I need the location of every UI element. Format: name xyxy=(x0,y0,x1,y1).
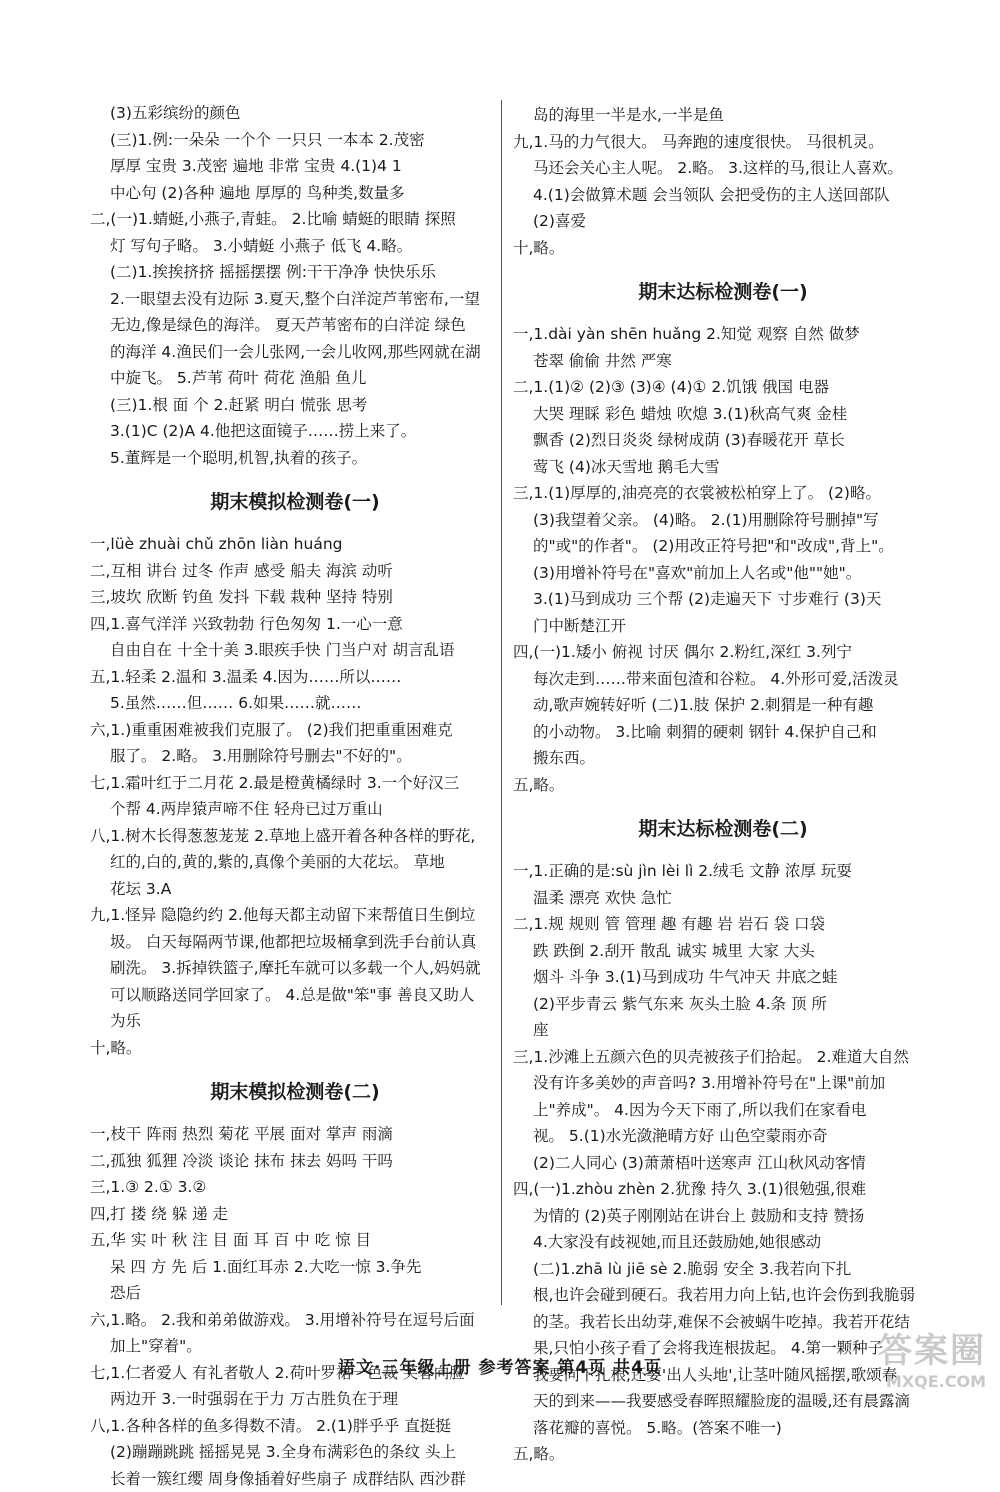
answer-line: 长着一簇红缨 周身像插着好些扇子 成群结队 西沙群 xyxy=(90,1466,500,1492)
answer-line: 厚厚 宝贵 3.茂密 遍地 非常 宝贵 4.(1)4 1 xyxy=(90,153,500,180)
answer-line: 5.董辉是一个聪明,机智,执着的孩子。 xyxy=(90,445,500,472)
answer-line: 三,1.沙滩上五颜六色的贝壳被孩子们拾起。 2.难道大自然 xyxy=(513,1044,933,1071)
answer-line: 五,略。 xyxy=(513,1441,933,1468)
answer-line: 五,略。 xyxy=(513,772,933,799)
answer-line: 的小动物。 3.比喻 刺猬的硬刺 钢针 4.保护自己和 xyxy=(513,719,933,746)
answer-line: (2)蹦蹦跳跳 摇摇晃晃 3.全身布满彩色的条纹 头上 xyxy=(90,1439,500,1466)
answer-line: 4.(1)会做算术题 会当领队 会把受伤的主人送回部队 xyxy=(513,182,933,209)
page-footer: 语文·三年级上册 参考答案 第4页 共4页 xyxy=(0,1353,1000,1378)
answer-line: 二,1.规 规则 管 管理 趣 有趣 岩 岩石 袋 口袋 xyxy=(513,911,933,938)
left-column xyxy=(90,100,500,1492)
answer-line: 马还会关心主人呢。 2.略。 3.这样的马,很让人喜欢。 xyxy=(513,155,933,182)
answer-line: (2)喜爱 xyxy=(513,208,933,235)
answer-line: (2)二人同心 (3)萧萧梧叶送寒声 江山秋风动客情 xyxy=(513,1150,933,1177)
answer-line: 二,互相 讲台 过冬 作声 感受 船夫 海滨 动听 xyxy=(90,558,500,585)
answer-line: 三,1.(1)厚厚的,油亮亮的衣裳被松柏穿上了。 (2)略。 xyxy=(513,480,933,507)
answer-line: 中旋飞。 5.芦苇 荷叶 荷花 渔船 鱼儿 xyxy=(90,365,500,392)
answer-line: 刷洗。 3.拆掉铁篮子,摩托车就可以多载一个人,妈妈就 xyxy=(90,955,500,982)
answer-line: 搬东西。 xyxy=(513,745,933,772)
answer-line: 四,1.喜气洋洋 兴致勃勃 行色匆匆 1.一心一意 xyxy=(90,611,500,638)
answer-line: 5.虽然……但…… 6.如果……就…… xyxy=(90,690,500,717)
answer-line: 呆 四 方 先 后 1.面红耳赤 2.大吃一惊 3.争先 xyxy=(90,1254,500,1281)
answer-line: 每次走到……带来面包渣和谷粒。 4.外形可爱,活泼灵 xyxy=(513,666,933,693)
answer-line: 无边,像是绿色的海洋。 夏天芦苇密布的白洋淀 绿色 xyxy=(90,312,500,339)
answer-line: 中心句 (2)各种 遍地 厚厚的 鸟种类,数量多 xyxy=(90,180,500,207)
answer-line: 为乐 xyxy=(90,1008,500,1035)
answer-line: 落花瓣的喜悦。 5.略。(答案不唯一) xyxy=(513,1415,933,1442)
answer-line: 四,打 搂 绕 躲 递 走 xyxy=(90,1201,500,1228)
answer-line: 跌 跌倒 2.刮开 散乱 诚实 城里 大家 大头 xyxy=(513,938,933,965)
answer-line: 服了。 2.略。 3.用删除符号删去"不好的"。 xyxy=(90,743,500,770)
answer-line: (3)五彩缤纷的颜色 xyxy=(90,100,500,127)
answer-line: 苍翠 偷偷 井然 严寒 xyxy=(513,348,933,375)
answer-line: 根,也许会碰到硬石。我若用力向上钻,也许会伤到我脆弱 xyxy=(513,1282,933,1309)
answer-line: 四,(一)1.矮小 俯视 讨厌 偶尔 2.粉红,深红 3.列宁 xyxy=(513,639,933,666)
answer-line: 门中断楚江开 xyxy=(513,613,933,640)
answer-line: 的茎。我若长出幼芽,难保不会被蜗牛吃掉。我若开花结 xyxy=(513,1309,933,1336)
answer-line: 温柔 漂亮 欢快 急忙 xyxy=(513,885,933,912)
answer-line: (三)1.根 面 个 2.赶紧 明白 慌张 思考 xyxy=(90,392,500,419)
answer-line: 六,1.)重重困难被我们克服了。 (2)我们把重重困难克 xyxy=(90,717,500,744)
answer-line: 两边开 3.一时强弱在于力 万古胜负在于理 xyxy=(90,1386,500,1413)
answer-line: 天的到来——我要感受春晖照耀脸庞的温暖,还有晨露滴 xyxy=(513,1388,933,1415)
answer-line: 的海洋 4.渔民们一会儿张网,一会儿收网,那些网就在湖 xyxy=(90,339,500,366)
answer-line: 大哭 理睬 彩色 蜡烛 吹熄 3.(1)秋高气爽 金桂 xyxy=(513,401,933,428)
answer-line: 上"养成"。 4.因为今天下雨了,所以我们在家看电 xyxy=(513,1097,933,1124)
answer-line: 2.一眼望去没有边际 3.夏天,整个白洋淀芦苇密布,一望 xyxy=(90,286,500,313)
answer-line: 八,1.各种各样的鱼多得数不清。 2.(1)胖乎乎 直挺挺 xyxy=(90,1413,500,1440)
answer-line: 三,1.③ 2.① 3.② xyxy=(90,1174,500,1201)
answer-line: 三,坡坎 欣断 钓鱼 发抖 下载 栽种 坚持 特别 xyxy=(90,584,500,611)
answer-line: 的"或"的作者"。 (2)用改正符号把"和"改成",背上"。 xyxy=(513,533,933,560)
section-title: 期末达标检测卷(二) xyxy=(513,816,933,842)
answer-line: 座 xyxy=(513,1017,933,1044)
answer-line: 3.(1)马到成功 三个帮 (2)走遍天下 寸步难行 (3)天 xyxy=(513,586,933,613)
answer-line: 二,孤独 狐狸 冷淡 谈论 抹布 抹去 妈吗 干吗 xyxy=(90,1148,500,1175)
answer-line: 灯 写句子略。 3.小蜻蜓 小燕子 低飞 4.略。 xyxy=(90,233,500,260)
answer-line: 4.大家没有歧视她,而且还鼓励她,她很感动 xyxy=(513,1229,933,1256)
section-title: 期末达标检测卷(一) xyxy=(513,279,933,305)
answer-line: 岛的海里一半是水,一半是鱼 xyxy=(513,102,933,129)
answer-line: (3)用增补符号在"喜欢"前加上人名或"他""她"。 xyxy=(513,560,933,587)
watermark-text: 答案圈 xyxy=(836,1330,986,1372)
answer-line: 自由自在 十全十美 3.眼疾手快 门当户对 胡言乱语 xyxy=(90,637,500,664)
answer-line: 九,1.怪异 隐隐约约 2.他每天都主动留下来帮值日生倒垃 xyxy=(90,902,500,929)
answer-line: 花坛 3.A xyxy=(90,876,500,903)
answer-line: (2)平步青云 紫气东来 灰头土脸 4.条 顶 所 xyxy=(513,991,933,1018)
answer-line: 视。 5.(1)水光潋滟晴方好 山色空蒙雨亦奇 xyxy=(513,1123,933,1150)
answer-line: 五,1.轻柔 2.温和 3.温柔 4.因为……所以…… xyxy=(90,664,500,691)
answer-line: 五,华 实 叶 秋 注 目 面 耳 百 中 吃 惊 目 xyxy=(90,1227,500,1254)
answer-line: 果,只怕小孩子看了会将我连根拔起。 4.第一颗种子 xyxy=(513,1335,933,1362)
section-title: 期末模拟检测卷(一) xyxy=(90,489,500,515)
watermark-url: MXQE.COM xyxy=(836,1372,986,1392)
answer-line: 我要向下扎根,还要'出人头地',让茎叶随风摇摆,歌颂春 xyxy=(513,1362,933,1389)
answer-line: 动,歌声婉转好听 (二)1.肢 保护 2.刺猬是一种有趣 xyxy=(513,692,933,719)
answer-line: 六,1.略。 2.我和弟弟做游戏。 3.用增补符号在逗号后面 xyxy=(90,1307,500,1334)
answer-line: 七,1.仁者爱人 有礼者敬人 2.荷叶罗裙一色裁 芙蓉向脸 xyxy=(90,1360,500,1387)
answer-line: 一,1.正确的是:sù jìn lèi lì 2.绒毛 文静 浓厚 玩耍 xyxy=(513,858,933,885)
answer-line: 十,略。 xyxy=(90,1035,500,1062)
answer-line: 为情的 (2)英子刚刚站在讲台上 鼓励和支持 赞扬 xyxy=(513,1203,933,1230)
answer-line: 一,枝干 阵雨 热烈 菊花 平展 面对 掌声 雨滴 xyxy=(90,1121,500,1148)
watermark-logo xyxy=(836,1330,986,1400)
column-divider xyxy=(501,100,502,1305)
answer-line: 四,(一)1.zhòu zhèn 2.犹豫 持久 3.(1)很勉强,很难 xyxy=(513,1176,933,1203)
answer-line: 一,lüè zhuài chǔ zhōn liàn huáng xyxy=(90,531,500,558)
answer-line: 3.(1)C (2)A 4.他把这面镜子……捞上来了。 xyxy=(90,418,500,445)
answer-line: 莺飞 (4)冰天雪地 鹅毛大雪 xyxy=(513,454,933,481)
right-column xyxy=(513,102,933,1468)
answer-line: 八,1.树木长得葱葱茏茏 2.草地上盛开着各种各样的野花, xyxy=(90,823,500,850)
answer-line: 七,1.霜叶红于二月花 2.最是橙黄橘绿时 3.一个好汉三 xyxy=(90,770,500,797)
answer-line: (三)1.例:一朵朵 一个个 一只只 一本本 2.茂密 xyxy=(90,127,500,154)
answer-line: 十,略。 xyxy=(513,235,933,262)
answer-line: 九,1.马的力气很大。 马奔跑的速度很快。 马很机灵。 xyxy=(513,129,933,156)
answer-line: 二,(一)1.蜻蜓,小燕子,青蛙。 2.比喻 蜻蜓的眼睛 探照 xyxy=(90,206,500,233)
answer-line: 没有许多美妙的声音吗? 3.用增补符号在"上课"前加 xyxy=(513,1070,933,1097)
answer-line: 圾。 白天每隔两节课,他都把垃圾桶拿到洗手台前认真 xyxy=(90,929,500,956)
answer-line: 可以顺路送同学回家了。 4.总是做"笨"事 善良又助人 xyxy=(90,982,500,1009)
answer-line: 二,1.(1)② (2)③ (3)④ (4)① 2.饥饿 俄国 电器 xyxy=(513,374,933,401)
answer-line: (3)我望着父亲。 (4)略。 2.(1)用删除符号删掉"写 xyxy=(513,507,933,534)
answer-line: 烟斗 斗争 3.(1)马到成功 牛气冲天 井底之蛙 xyxy=(513,964,933,991)
section-title: 期末模拟检测卷(二) xyxy=(90,1079,500,1105)
answer-line: (二)1.挨挨挤挤 摇摇摆摆 例:干干净净 快快乐乐 xyxy=(90,259,500,286)
answer-line: 个帮 4.两岸猿声啼不住 轻舟已过万重山 xyxy=(90,796,500,823)
answer-line: 红的,白的,黄的,紫的,真像个美丽的大花坛。 草地 xyxy=(90,849,500,876)
answer-line: (二)1.zhā lù jiē sè 2.脆弱 安全 3.我若向下扎 xyxy=(513,1256,933,1283)
answer-line: 加上"穿着"。 xyxy=(90,1333,500,1360)
answer-line: 恐后 xyxy=(90,1280,500,1307)
answer-line: 飘香 (2)烈日炎炎 绿树成荫 (3)春暖花开 草长 xyxy=(513,427,933,454)
answer-line: 一,1.dài yàn shēn huǎng 2.知觉 观察 自然 做梦 xyxy=(513,321,933,348)
